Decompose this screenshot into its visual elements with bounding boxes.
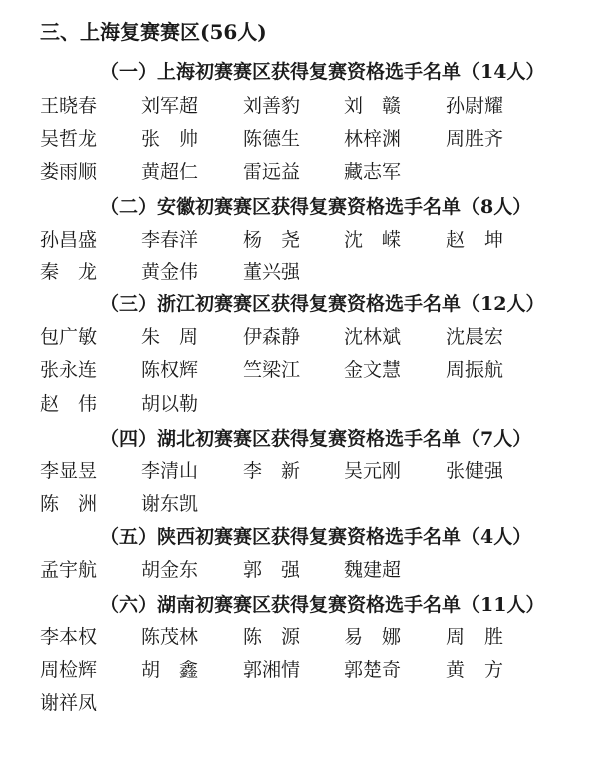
- contestant-name: 李清山: [141, 460, 199, 482]
- name-row: [40, 257, 600, 287]
- name-row: [40, 555, 600, 585]
- contestant-name: 陈茂林: [141, 626, 199, 648]
- section-heading-zhejiang: （三）浙江初赛赛区获得复赛资格选手名单（12人）: [100, 293, 545, 315]
- section-heading-hubei: （四）湖北初赛赛区获得复赛资格选手名单（7人）: [100, 428, 532, 450]
- contestant-name: 李 新: [243, 460, 301, 482]
- name-row: [40, 91, 600, 121]
- contestant-name: 刘军超: [141, 95, 199, 117]
- contestant-name: 易 娜: [344, 626, 402, 648]
- contestant-name: 杨 尧: [243, 229, 301, 251]
- contestant-name: 周 胜: [446, 626, 504, 648]
- contestant-name: 刘善豹: [243, 95, 301, 117]
- section-heading-anhui: （二）安徽初赛赛区获得复赛资格选手名单（8人）: [100, 196, 532, 218]
- name-row: [40, 655, 600, 685]
- contestant-name: 陈德生: [243, 128, 301, 150]
- contestant-name: 张 帅: [141, 128, 199, 150]
- contestant-name: 沈晨宏: [446, 326, 504, 348]
- contestant-name: 赵 伟: [40, 393, 98, 415]
- contestant-name: 陈 洲: [40, 493, 98, 515]
- contestant-name: 陈权辉: [141, 359, 199, 381]
- name-row: [40, 225, 600, 255]
- contestant-name: 吴元刚: [344, 460, 402, 482]
- contestant-name: 胡 鑫: [141, 659, 199, 681]
- contestant-name: 李显昱: [40, 460, 98, 482]
- name-row: [40, 622, 600, 652]
- contestant-name: 孟宇航: [40, 559, 98, 581]
- contestant-name: 郭湘情: [243, 659, 301, 681]
- contestant-name: 秦 龙: [40, 261, 98, 283]
- contestant-name: 魏建超: [344, 559, 402, 581]
- contestant-name: 陈 源: [243, 626, 301, 648]
- contestant-name: 吴哲龙: [40, 128, 98, 150]
- name-row: [40, 456, 600, 486]
- name-row: [40, 157, 600, 187]
- contestant-name: 李本权: [40, 626, 98, 648]
- name-row: [40, 389, 600, 419]
- contestant-name: 郭楚奇: [344, 659, 402, 681]
- contestant-name: 周胜齐: [446, 128, 504, 150]
- name-row: [40, 355, 600, 385]
- contestant-name: 黄金伟: [141, 261, 199, 283]
- contestant-name: 沈 嵘: [344, 229, 402, 251]
- contestant-name: 金文慧: [344, 359, 402, 381]
- contestant-name: 王晓春: [40, 95, 98, 117]
- contestant-name: 包广敏: [40, 326, 98, 348]
- contestant-name: 胡金东: [141, 559, 199, 581]
- section-heading-shanghai: （一）上海初赛赛区获得复赛资格选手名单（14人）: [100, 61, 545, 83]
- contestant-name: 黄超仁: [141, 161, 199, 183]
- contestant-name: 李春洋: [141, 229, 199, 251]
- name-row: [40, 688, 600, 718]
- contestant-name: 沈林斌: [344, 326, 402, 348]
- contestant-name: 竺梁江: [243, 359, 301, 381]
- contestant-name: 林梓渊: [344, 128, 402, 150]
- section-heading-hunan: （六）湖南初赛赛区获得复赛资格选手名单（11人）: [100, 594, 545, 616]
- contestant-name: 朱 周: [141, 326, 199, 348]
- contestant-name: 谢祥凤: [40, 692, 98, 714]
- contestant-name: 赵 坤: [446, 229, 504, 251]
- name-row: [40, 124, 600, 154]
- contestant-name: 郭 强: [243, 559, 301, 581]
- section-heading-shaanxi: （五）陕西初赛赛区获得复赛资格选手名单（4人）: [100, 526, 532, 548]
- contestant-name: 谢东凯: [141, 493, 199, 515]
- contestant-name: 雷远益: [243, 161, 301, 183]
- name-row: [40, 489, 600, 519]
- contestant-name: 董兴强: [243, 261, 301, 283]
- contestant-name: 胡以勒: [141, 393, 199, 415]
- contestant-name: 张永连: [40, 359, 98, 381]
- contestant-name: 刘 赣: [344, 95, 402, 117]
- contestant-name: 周振航: [446, 359, 504, 381]
- main-heading: 三、上海复赛赛区(56人): [40, 20, 267, 44]
- contestant-name: 孙尉耀: [446, 95, 504, 117]
- contestant-name: 伊森静: [243, 326, 301, 348]
- contestant-name: 娄雨顺: [40, 161, 98, 183]
- contestant-name: 藏志军: [344, 161, 402, 183]
- contestant-name: 张健强: [446, 460, 504, 482]
- contestant-name: 黄 方: [446, 659, 504, 681]
- contestant-name: 周检辉: [40, 659, 98, 681]
- name-row: [40, 322, 600, 352]
- contestant-name: 孙昌盛: [40, 229, 98, 251]
